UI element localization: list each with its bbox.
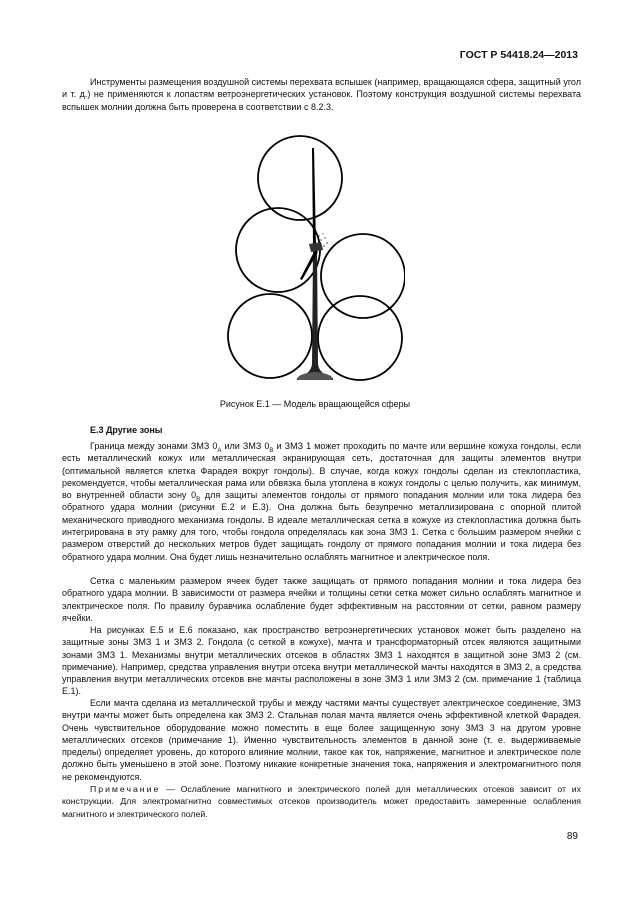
sphere-middle-left	[236, 208, 320, 292]
paragraph-4: Если мачта сделана из металлической трубы и между частями мачты существует электрическое соединение, ЗМЗ внутри мачты может быть определена как ЗМЗ 2. Стальная полая мачта является очень эффективной клеткой Фарадея. Очень чувствительное оборудование можно поместить в еще более защищенную зону ЗМЗ 3 на другом уровне металлических отсеков (примечание 1). Именно чувствительность элементов в данной зоне (т. е. выдерживаемые пределы) определяет уровень, до которого влияние молнии, такое как ток, напряжение, магнитное и электрическое поле должно быть уменьшено в этой зоне. Поэтому никакие конкретные значения тока, напряжения и электромагнитного поля не рекомендуются.	[62, 698, 581, 782]
section-heading: Е.3 Другие зоны	[90, 425, 163, 435]
sphere-bottom-right	[318, 296, 402, 380]
paragraph-2: Сетка с маленьким размером ячеек будет также защищать от прямого попадания молнии и тока лидера без обратного удара молнии. В зависимости от размера ячейки и толщины сетки сетка может сильно ослаблять магнитное и электрическое поля. По правилу буравчика ослабление будет эффективным на расстоянии от сетки, равном размеру ячейки.	[62, 576, 581, 623]
intro-paragraph: Инструменты размещения воздушной системы перехвата вспышек (например, вращающаяся сфера, защитный угол и т. д.) не применяются к лопастям ветроэнергетических установок. Поэтому конструкция воздушной системы перехвата вспышек молнии должна быть проверена в соответствии с 8.2.3.	[62, 77, 581, 112]
sphere-bottom-left	[228, 294, 312, 378]
wind-turbine-tower	[297, 250, 333, 380]
rolling-sphere-figure	[215, 128, 405, 398]
page-number: 89	[566, 831, 578, 842]
note-label: Примечание	[90, 784, 161, 794]
paragraph-1: Граница между зонами ЗМЗ $0_А$ или ЗМЗ $0_В$ и ЗМЗ 1 может проходить по мачте или вершине кожуха гондолы, если есть металлический кожух или металлическая экранирующая сеть, достаточная для защиты элементов внутри (оптимальной является клетка Фарадея вокруг гондолы). В случае, когда кожух гондолы сделан из стеклопластика, рекомендуется, чтобы металлическая рама или обвязка была утоплена в кожух гондолы с целью получить, как минимум, во внутренней области зону $0_В$ для защиты элементов гондолы от прямого попадания молнии или тока лидера без обратного удара молнии (рисунки Е.2 и Е.3). Она должна быть безупречно металлизирована с опорной плитой механического приводного механизма гондолы. В идеале металлическая сетка в кожухе из стеклопластика должна быть интегрирована в эту рамку для того, чтобы гондола определялась как зона ЗМЗ 1. Сетка с большим размером ячейки с размером отверстий до нескольких метров будет защищать гондолу от прямого попадания молнии и тока лидера без обратного удара молнии. Она будет лишь незначительно ослаблять магнитное и электрическое поля.	[62, 441, 582, 562]
turbine-blade-upper	[312, 148, 316, 246]
nacelle	[309, 242, 323, 252]
figure-caption: Рисунок Е.1 — Модель вращающейся сферы	[219, 399, 411, 409]
paragraph-3: На рисунках Е.5 и Е.6 показано, как пространство ветроэнергетических установок может быть разделено на защитные зоны ЗМЗ 1 и ЗМЗ 2. Гондола (с сеткой в кожухе), мачта и трансформаторный отсек являются защитными зонами ЗМЗ 1. Механизмы внутри металлических отсеков в областях ЗМЗ 1 находятся в защитной зоне ЗМЗ 2 (см. примечание). Например, средства управления внутри отсека внутри металлической мачты находятся в ЗМЗ 2, а средства управления внутри металлических отсеков вне мачты расположены в зоне ЗМЗ 1 или ЗМЗ 2 (см. примечание 1 (таблица Е.1).	[62, 625, 581, 697]
document-header: ГОСТ Р 54418.24—2013	[459, 49, 578, 61]
sphere-top	[258, 136, 342, 220]
note-paragraph: Примечание — Ослабление магнитного и электрического полей для металлических отсеков зависит от их конструкции. Для электромагнитно совместимых отсеков производитель может предоставить замеренные ослабления магнитного и электрического полей.	[62, 784, 581, 819]
